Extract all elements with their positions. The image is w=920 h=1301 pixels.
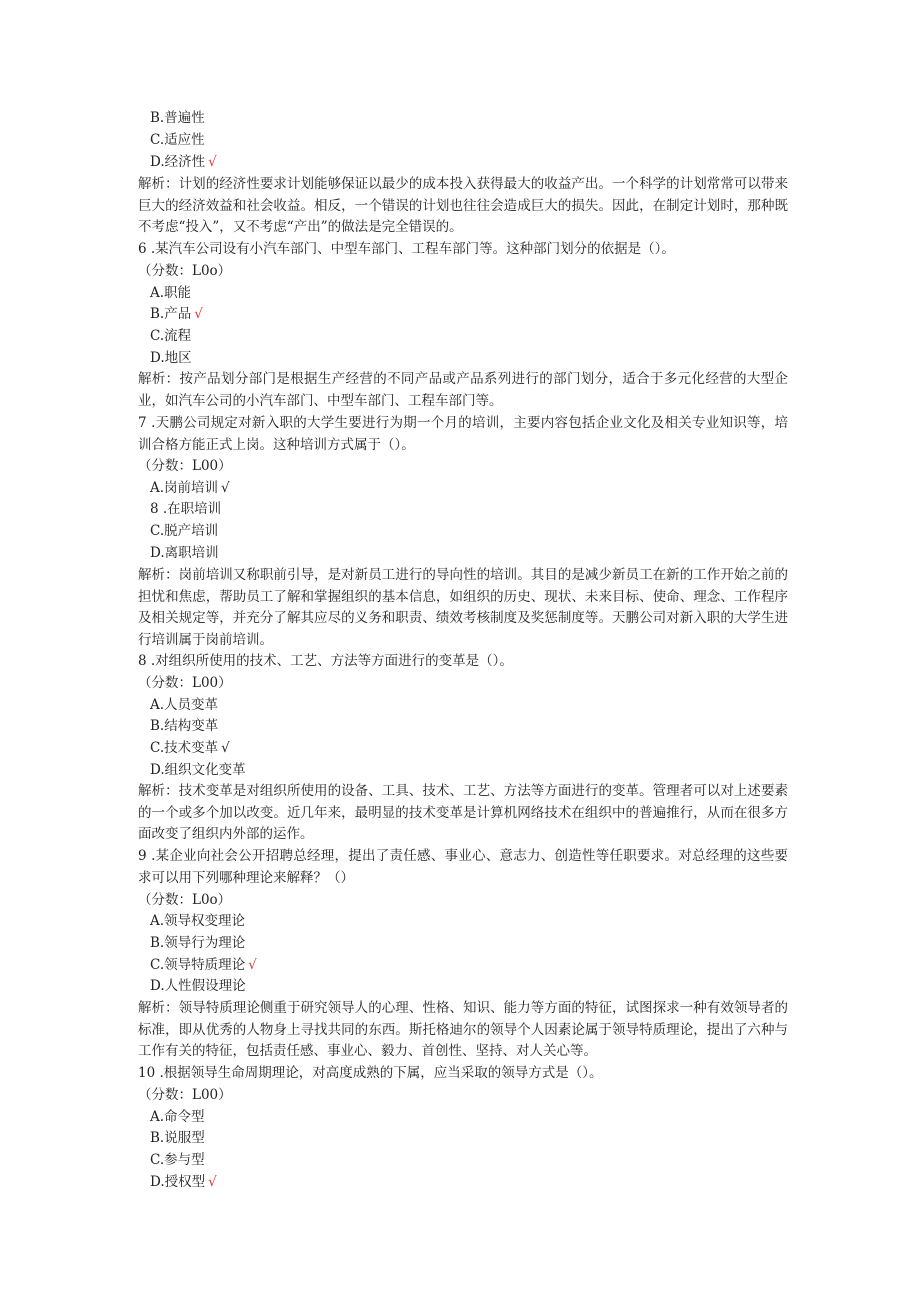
- q5-analysis: 解析：计划的经济性要求计划能够保证以最少的成本投入获得最大的收益产出。一个科学的计划常常可以带来巨大的经济效益和社会收益。相反，一个错误的计划也往往会造成巨大的损失。因此，在制定计划时，那种既不考虑“投入”，又不考虑“产出”的做法是完全错误的。: [138, 176, 788, 236]
- q6-score: （分数：L0o）: [138, 263, 232, 279]
- q6-option-d: D.地区: [150, 350, 192, 366]
- q7-score: （分数：L00）: [138, 458, 232, 474]
- q7-option-b: 8 .在职培训: [150, 501, 222, 517]
- q10-score: （分数：L00）: [138, 1087, 232, 1103]
- q6-option-b: B.产品 √: [150, 306, 203, 322]
- q9-stem: 9 .某企业向社会公开招聘总经理，提出了责任感、事业心、意志力、创造性等任职要求。对总经理的这些要求可以用下列哪种理论来解释？（）: [138, 848, 788, 886]
- q6-option-c: C.流程: [150, 328, 192, 344]
- check-mark-icon: √: [221, 740, 230, 756]
- q10-option-d: D.授权型 √: [150, 1174, 217, 1190]
- q9-option-b: B.领导行为理论: [150, 935, 246, 951]
- check-mark-icon: √: [248, 957, 257, 973]
- q8-option-c: C.技术变革 √: [150, 740, 230, 756]
- q9-analysis: 解析：领导特质理论侧重于研究领导人的心理、性格、知识、能力等方面的特征，试图探求一种有效领导者的标准，即从优秀的人物身上寻找共同的东西。斯托格迪尔的领导个人因素论属于领导特质理论，提出了六种与工作有关的特征，包括责任感、事业心、毅力、首创性、坚持、对人关心等。: [138, 1000, 788, 1060]
- q10-option-b: B.说服型: [150, 1130, 205, 1146]
- q7-option-a: A.岗前培训 √: [150, 480, 230, 496]
- q6-option-a: A.职能: [150, 285, 192, 301]
- q8-option-b: B.结构变革: [150, 718, 219, 734]
- q7-option-c: C.脱产培训: [150, 523, 219, 539]
- q10-option-a: A.命令型: [150, 1109, 205, 1125]
- q9-score: （分数：L0o）: [138, 892, 232, 908]
- q10-stem: 10 .根据领导生命周期理论，对高度成熟的下属，应当采取的领导方式是（）。: [138, 1065, 603, 1081]
- q5-option-b: B.普遍性: [150, 110, 205, 126]
- q5-option-d: D.经济性 √: [150, 154, 217, 170]
- q10-option-c: C.参与型: [150, 1152, 205, 1168]
- check-mark-icon: √: [194, 306, 203, 322]
- q7-option-d: D.离职培训: [150, 545, 219, 561]
- q8-option-d: D.组织文化变革: [150, 762, 246, 778]
- q6-stem: 6 .某汽车公司设有小汽车部门、中型车部门、工程车部门等。这种部门划分的依据是（）。: [138, 241, 675, 257]
- check-mark-icon: √: [208, 1174, 217, 1190]
- q6-analysis: 解析：按产品划分部门是根据生产经营的不同产品或产品系列进行的部门划分，适合于多元化经营的大型企业，如汽车公司的小汽车部门、中型车部门、工程车部门等。: [138, 371, 788, 409]
- q9-option-c: C.领导特质理论 √: [150, 957, 257, 973]
- q9-option-a: A.领导权变理论: [150, 913, 246, 929]
- q8-option-a: A.人员变革: [150, 697, 219, 713]
- q8-stem: 8 .对组织所使用的技术、工艺、方法等方面进行的变革是（）。: [138, 653, 513, 669]
- q7-analysis: 解析：岗前培训又称职前引导，是对新员工进行的导向性的培训。其目的是减少新员工在新的工作开始之前的担忧和焦虑，帮助员工了解和掌握组织的基本信息，如组织的历史、现状、未来目标、使命、理念、工作程序及相关规定等，并充分了解其应尽的义务和职责、绩效考核制度及奖惩制度等。天鹏公司对新入职的大学生进行培训属于岗前培训。: [138, 567, 788, 649]
- check-mark-icon: √: [221, 480, 230, 496]
- q5-option-c: C.适应性: [150, 132, 205, 148]
- q8-analysis: 解析：技术变革是对组织所使用的设备、工具、技术、工艺、方法等方面进行的变革。管理者可以对上述要素的一个或多个加以改变。近几年来，最明显的技术变革是计算机网络技术在组织中的普遍推行，从而在很多方面改变了组织内外部的运作。: [138, 783, 788, 843]
- q7-stem: 7 .天鹏公司规定对新入职的大学生要进行为期一个月的培训，主要内容包括企业文化及相关专业知识等，培训合格方能正式上岗。这种培训方式属于（）。: [138, 415, 788, 453]
- q9-option-d: D.人性假设理论: [150, 978, 246, 994]
- check-mark-icon: √: [208, 154, 217, 170]
- q8-score: （分数：L00）: [138, 675, 232, 691]
